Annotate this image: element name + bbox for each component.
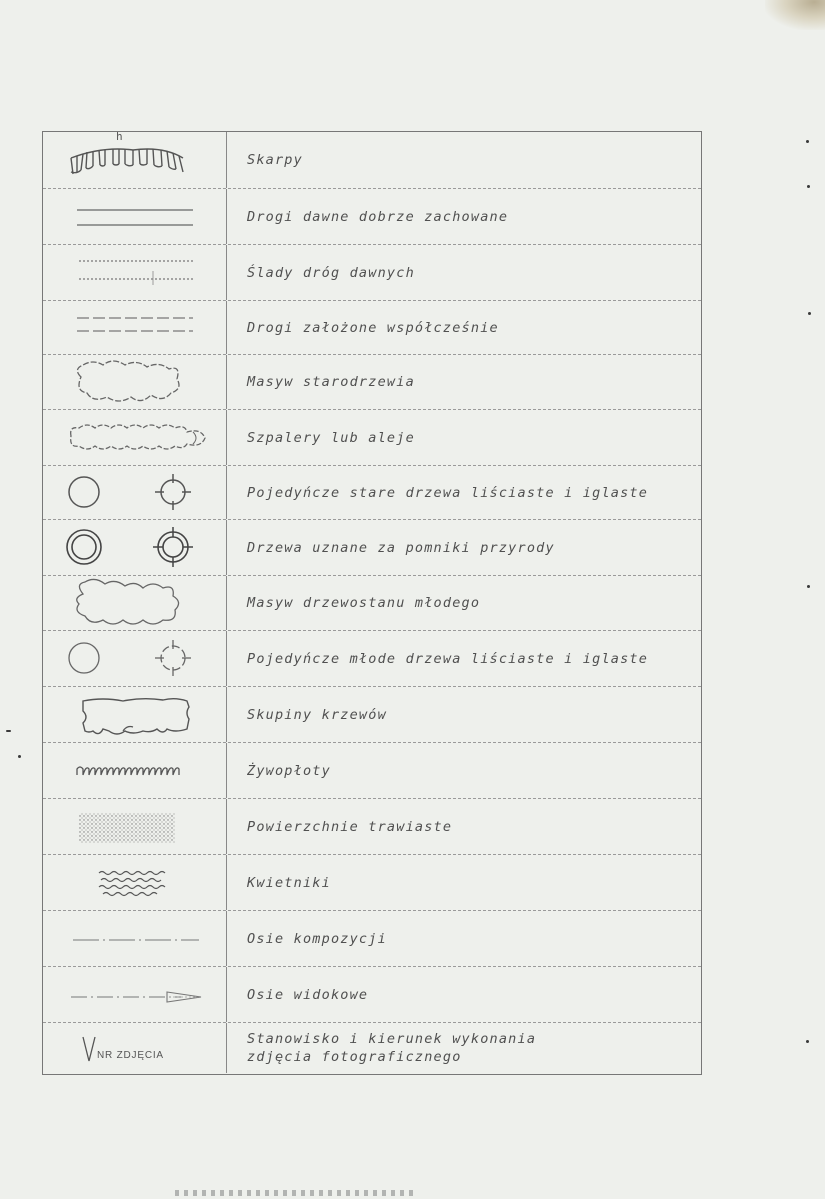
desc-cell bbox=[247, 355, 693, 409]
legend-description: Masyw drzewostanu młodego bbox=[247, 595, 481, 611]
desc-cell bbox=[247, 189, 693, 244]
desc-cell bbox=[247, 1023, 693, 1073]
legend-description: Ślady dróg dawnych bbox=[247, 264, 415, 281]
legend-row bbox=[43, 466, 701, 520]
legend-row bbox=[43, 410, 701, 466]
symbol-cell bbox=[43, 132, 227, 188]
scan-artifact bbox=[175, 1190, 415, 1196]
legend-description: Powierzchnie trawiaste bbox=[247, 818, 453, 835]
zywoploty-symbol bbox=[43, 743, 227, 799]
legend-description: Pojedyńcze młode drzewa liściaste i iglaste bbox=[247, 650, 649, 667]
symbol-cell bbox=[43, 799, 227, 854]
symbol-cell bbox=[43, 355, 227, 409]
photo-number-label: NR ZDJĘCIA bbox=[97, 1050, 164, 1061]
symbol-cell bbox=[43, 855, 227, 910]
legend-row bbox=[43, 245, 701, 301]
desc-cell bbox=[247, 466, 693, 519]
legend-description: Pojedyńcze stare drzewa liściaste i iglaste bbox=[247, 484, 649, 501]
legend-row bbox=[43, 189, 701, 245]
symbol-cell bbox=[43, 1023, 227, 1073]
symbol-cell bbox=[43, 520, 227, 575]
desc-cell bbox=[247, 799, 693, 854]
desc-cell bbox=[247, 855, 693, 910]
legend-description: Osie widokowe bbox=[247, 986, 369, 1003]
legend-description: Drzewa uznane za pomniki przyrody bbox=[247, 539, 555, 556]
drzewostan-mlody-symbol bbox=[43, 576, 227, 631]
desc-cell bbox=[247, 520, 693, 575]
legend-table bbox=[42, 131, 702, 1075]
symbol-cell bbox=[43, 466, 227, 519]
legend-description: Żywopłoty bbox=[247, 762, 331, 779]
stanowisko-zdjecia-symbol bbox=[43, 1023, 227, 1073]
legend-row bbox=[43, 520, 701, 576]
legend-description: Osie kompozycji bbox=[247, 930, 387, 947]
legend-description: Stanowisko i kierunek wykonania zdjęcia fotograficznego bbox=[247, 1031, 537, 1065]
legend-description: Drogi założone współcześnie bbox=[247, 319, 499, 336]
legend-row bbox=[43, 576, 701, 631]
legend-row bbox=[43, 687, 701, 743]
symbol-cell bbox=[43, 743, 227, 798]
symbol-cell bbox=[43, 301, 227, 354]
symbol-cell bbox=[43, 687, 227, 742]
legend-row bbox=[43, 911, 701, 967]
stare-drzewa-symbol bbox=[43, 466, 227, 520]
symbol-cell bbox=[43, 576, 227, 630]
desc-cell bbox=[247, 911, 693, 966]
legend-description: Skarpy bbox=[247, 152, 303, 168]
page-speck bbox=[806, 1040, 809, 1043]
page-speck bbox=[6, 730, 11, 732]
legend-row bbox=[43, 967, 701, 1023]
symbol-cell bbox=[43, 245, 227, 300]
legend-row bbox=[43, 855, 701, 911]
symbol-cell bbox=[43, 967, 227, 1022]
legend-row bbox=[43, 631, 701, 687]
desc-cell bbox=[247, 132, 693, 188]
skarpy-symbol bbox=[43, 132, 227, 189]
slady-drog-symbol bbox=[43, 245, 227, 301]
desc-cell bbox=[247, 967, 693, 1022]
legend-description: Drogi dawne dobrze zachowane bbox=[247, 208, 509, 225]
desc-cell bbox=[247, 576, 693, 630]
legend-description: Masyw starodrzewia bbox=[247, 374, 415, 390]
page-speck bbox=[808, 312, 811, 315]
symbol-cell bbox=[43, 911, 227, 966]
legend-description: Kwietniki bbox=[247, 874, 331, 891]
page-speck bbox=[807, 585, 810, 588]
masyw-starodrzewia-symbol bbox=[43, 355, 227, 410]
legend-row bbox=[43, 301, 701, 355]
page-speck bbox=[806, 140, 809, 143]
desc-cell bbox=[247, 301, 693, 354]
desc-cell bbox=[247, 631, 693, 686]
symbol-cell bbox=[43, 189, 227, 244]
desc-cell bbox=[247, 687, 693, 742]
legend-row bbox=[43, 743, 701, 799]
kwietniki-symbol bbox=[43, 855, 227, 911]
paper-stain bbox=[765, 0, 825, 30]
desc-cell bbox=[247, 410, 693, 465]
szpalery-symbol bbox=[43, 410, 227, 466]
legend-row bbox=[43, 799, 701, 855]
legend-description: Szpalery lub aleje bbox=[247, 429, 415, 446]
skarpy-marker: h bbox=[116, 130, 123, 143]
legend-description: Skupiny krzewów bbox=[247, 706, 387, 723]
legend-row bbox=[43, 132, 701, 189]
page-speck bbox=[18, 755, 21, 758]
krzewy-symbol bbox=[43, 687, 227, 743]
pomniki-przyrody-symbol bbox=[43, 520, 227, 576]
page-speck bbox=[807, 185, 810, 188]
symbol-cell bbox=[43, 410, 227, 465]
legend-row bbox=[43, 355, 701, 410]
symbol-cell bbox=[43, 631, 227, 686]
osie-widokowe-symbol bbox=[43, 967, 227, 1023]
drogi-dawne-symbol bbox=[43, 189, 227, 245]
trawniki-symbol bbox=[43, 799, 227, 855]
desc-cell bbox=[247, 245, 693, 300]
mlode-drzewa-symbol bbox=[43, 631, 227, 687]
legend-row bbox=[43, 1023, 701, 1073]
osie-kompozycji-symbol bbox=[43, 911, 227, 967]
desc-cell bbox=[247, 743, 693, 798]
drogi-wspolczesne-symbol bbox=[43, 301, 227, 355]
